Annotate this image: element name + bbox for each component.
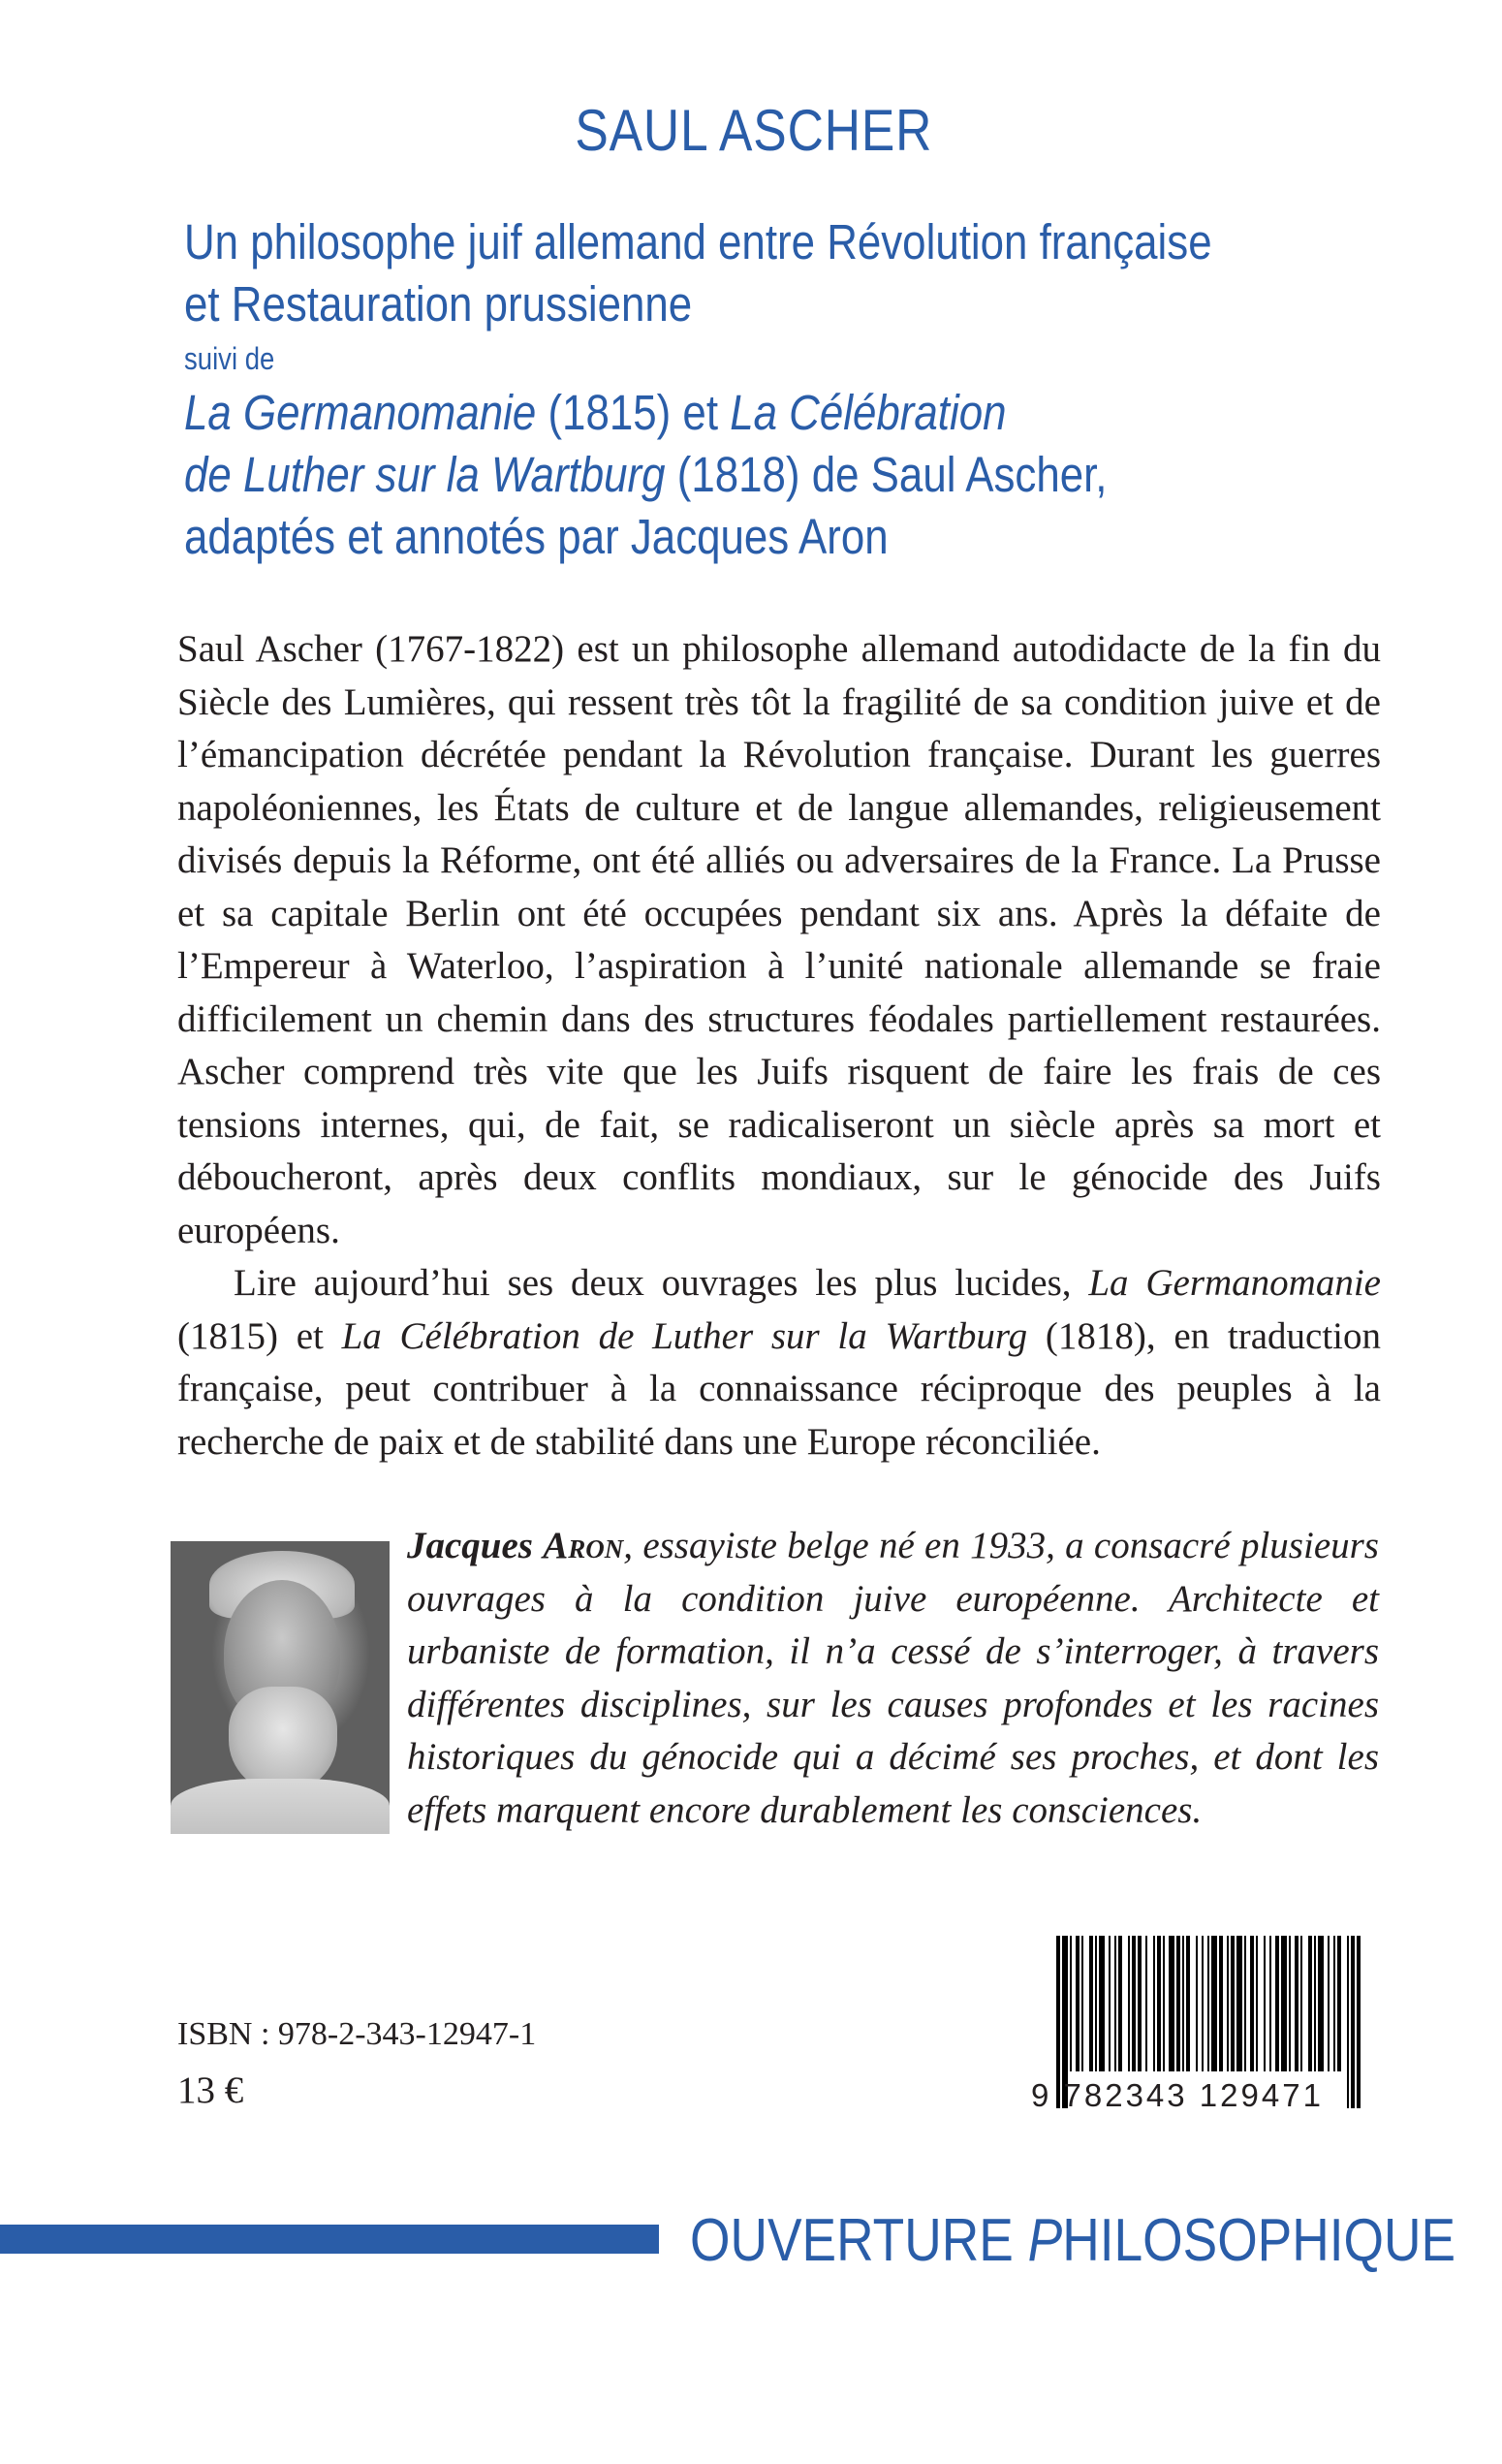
author-portrait [171, 1541, 390, 1834]
barcode-bar [1231, 1936, 1235, 2071]
barcode-bar [1076, 1936, 1080, 2071]
barcode-bar [1308, 1936, 1312, 2071]
book-title: SAUL ASCHER [575, 98, 933, 163]
barcode-bar [1176, 1936, 1180, 2071]
barcode-bar [1207, 1936, 1209, 2071]
barcode-bar [1333, 1936, 1335, 2071]
barcode-bar [1227, 1936, 1229, 2071]
subtitle-line-2: et Restauration prussienne [184, 276, 693, 332]
barcode-bar [1145, 1936, 1147, 2071]
blurb-paragraph-2 [177, 1257, 1381, 1469]
works-line-2 [184, 444, 1184, 506]
work1-year: (1815) et [536, 385, 731, 440]
barcode-bar [1114, 1936, 1116, 2071]
barcode-bar [1081, 1936, 1083, 2071]
portrait-shirt [171, 1779, 390, 1834]
author-bio-text: , essayiste belge né en 1933, a consacré plusieurs ouvrages à la condition juive européenne. Architecte et urbaniste de formation, il n’a cessé de s’interroger, à travers différentes disciplines, sur les causes profondes et les racines historiques du génocide qui a décimé ses proches, et dont les effets marquent encore durablement les consciences. [407, 1525, 1379, 1831]
subtitle-block [184, 211, 1212, 568]
blurb-paragraph-1: Saul Ascher (1767-1822) est un philosophe allemand autodidacte de la fin du Siècle des Lumières, qui ressent très tôt la fragilité de sa condition juive et de l’émancipation décrétée pendant la Révolution française. Durant les guerres napoléoniennes, les États de culture et de langue allemandes, religieusement divisés depuis la Réforme, ont été alliés ou adversaires de la France. La Prusse et sa capitale Berlin ont été occupées pendant six ans. Après la défaite de l’Empereur à Waterloo, l’aspiration à l’unité nationale allemande se fraie difficilement un chemin dans des structures féodales partiellement restaurées. Ascher comprend très vite que les Juifs risquent de faire les frais de ces tensions internes, qui, de fait, se radicaliseront un siècle après sa mort et déboucheront, après deux conflits mondiaux, sur le génocide des Juifs européens. [177, 628, 1381, 1251]
barcode-bar [1264, 1936, 1266, 2071]
series-name-part1: OUVERTURE [690, 2207, 1028, 2274]
author-bio [407, 1520, 1379, 1837]
barcode-bar [1118, 1936, 1122, 2071]
work2-rest: (1818) de Saul Ascher, [665, 447, 1108, 502]
barcode-bar [1275, 1936, 1279, 2071]
barcode-bar [1070, 1936, 1072, 2071]
suivi-de-label: suivi de [184, 341, 275, 376]
barcode-bar [1314, 1936, 1316, 2071]
barcode-bar [1089, 1936, 1093, 2071]
barcode-bar [1099, 1936, 1105, 2071]
barcode-bar [1289, 1936, 1291, 2071]
series-name [690, 2206, 1455, 2275]
barcode-bar [1132, 1936, 1136, 2071]
credit-line: adaptés et annotés par Jacques Aron [184, 509, 889, 564]
barcode-digits: 9 782343 129471 [1031, 2077, 1324, 2113]
barcode-bar [1244, 1936, 1246, 2071]
barcode-bar [1202, 1936, 1204, 2071]
barcode-bar [1318, 1936, 1324, 2071]
subtitle-line-1: Un philosophe juif allemand entre Révolution française [184, 214, 1212, 269]
barcode-bar [1250, 1936, 1254, 2071]
blurb-p2-start: Lire aujourd’hui ses deux ouvrages les plus lucides, [234, 1262, 1089, 1304]
barcode-bar [1182, 1936, 1184, 2071]
work2-title-part1: La Célébration [730, 385, 1007, 440]
blurb-p2-title2: La Célébration de Luther sur la Wartburg [341, 1314, 1028, 1357]
barcode-bar [1138, 1936, 1142, 2071]
works-line-1 [184, 382, 1184, 444]
barcode-bar [1169, 1936, 1174, 2071]
price: 13 € [177, 2069, 244, 2111]
barcode-bar [1256, 1936, 1258, 2071]
barcode-bar [1337, 1936, 1341, 2071]
barcode-bar [1219, 1936, 1223, 2071]
barcode-bar [1269, 1936, 1271, 2071]
series-name-p: P [1027, 2207, 1063, 2274]
back-cover-blurb [177, 623, 1381, 1469]
author-last-name: Aron [543, 1525, 624, 1566]
author-first-name: Jacques [407, 1525, 544, 1566]
barcode-bar [1095, 1936, 1097, 2071]
barcode-bar [1236, 1936, 1242, 2071]
series-accent-bar [0, 2225, 659, 2254]
barcode-bar [1186, 1936, 1190, 2071]
isbn: ISBN : 978-2-343-12947-1 [177, 2016, 537, 2052]
series-name-part3: HILOSOPHIQUE [1062, 2207, 1456, 2274]
barcode-bar [1163, 1936, 1165, 2071]
barcode-bar [1153, 1936, 1155, 2071]
barcode-bar [1157, 1936, 1161, 2071]
blurb-p2-title1: La Germanomanie [1088, 1262, 1381, 1304]
barcode-bar [1300, 1936, 1302, 2071]
barcode-bar [1128, 1936, 1130, 2071]
barcode-bar [1211, 1936, 1217, 2071]
work2-title-part2: de Luther sur la Wartburg [184, 447, 666, 502]
blurb-p2-mid: (1815) et [177, 1314, 342, 1357]
portrait-beard [229, 1687, 337, 1793]
barcode-bar [1281, 1936, 1287, 2071]
blurb-p2-end: (1818), en traduction française, peut contribuer à la connaissance réciproque des peuples à la recherche de paix et de stabilité dans une Europe réconciliée. [177, 1314, 1381, 1463]
work1-title: La Germanomanie [184, 385, 537, 440]
barcode-bar [1295, 1936, 1299, 2071]
barcode-bar [1196, 1936, 1198, 2071]
barcode-bar [1109, 1936, 1111, 2071]
barcode-bar [1328, 1936, 1330, 2071]
